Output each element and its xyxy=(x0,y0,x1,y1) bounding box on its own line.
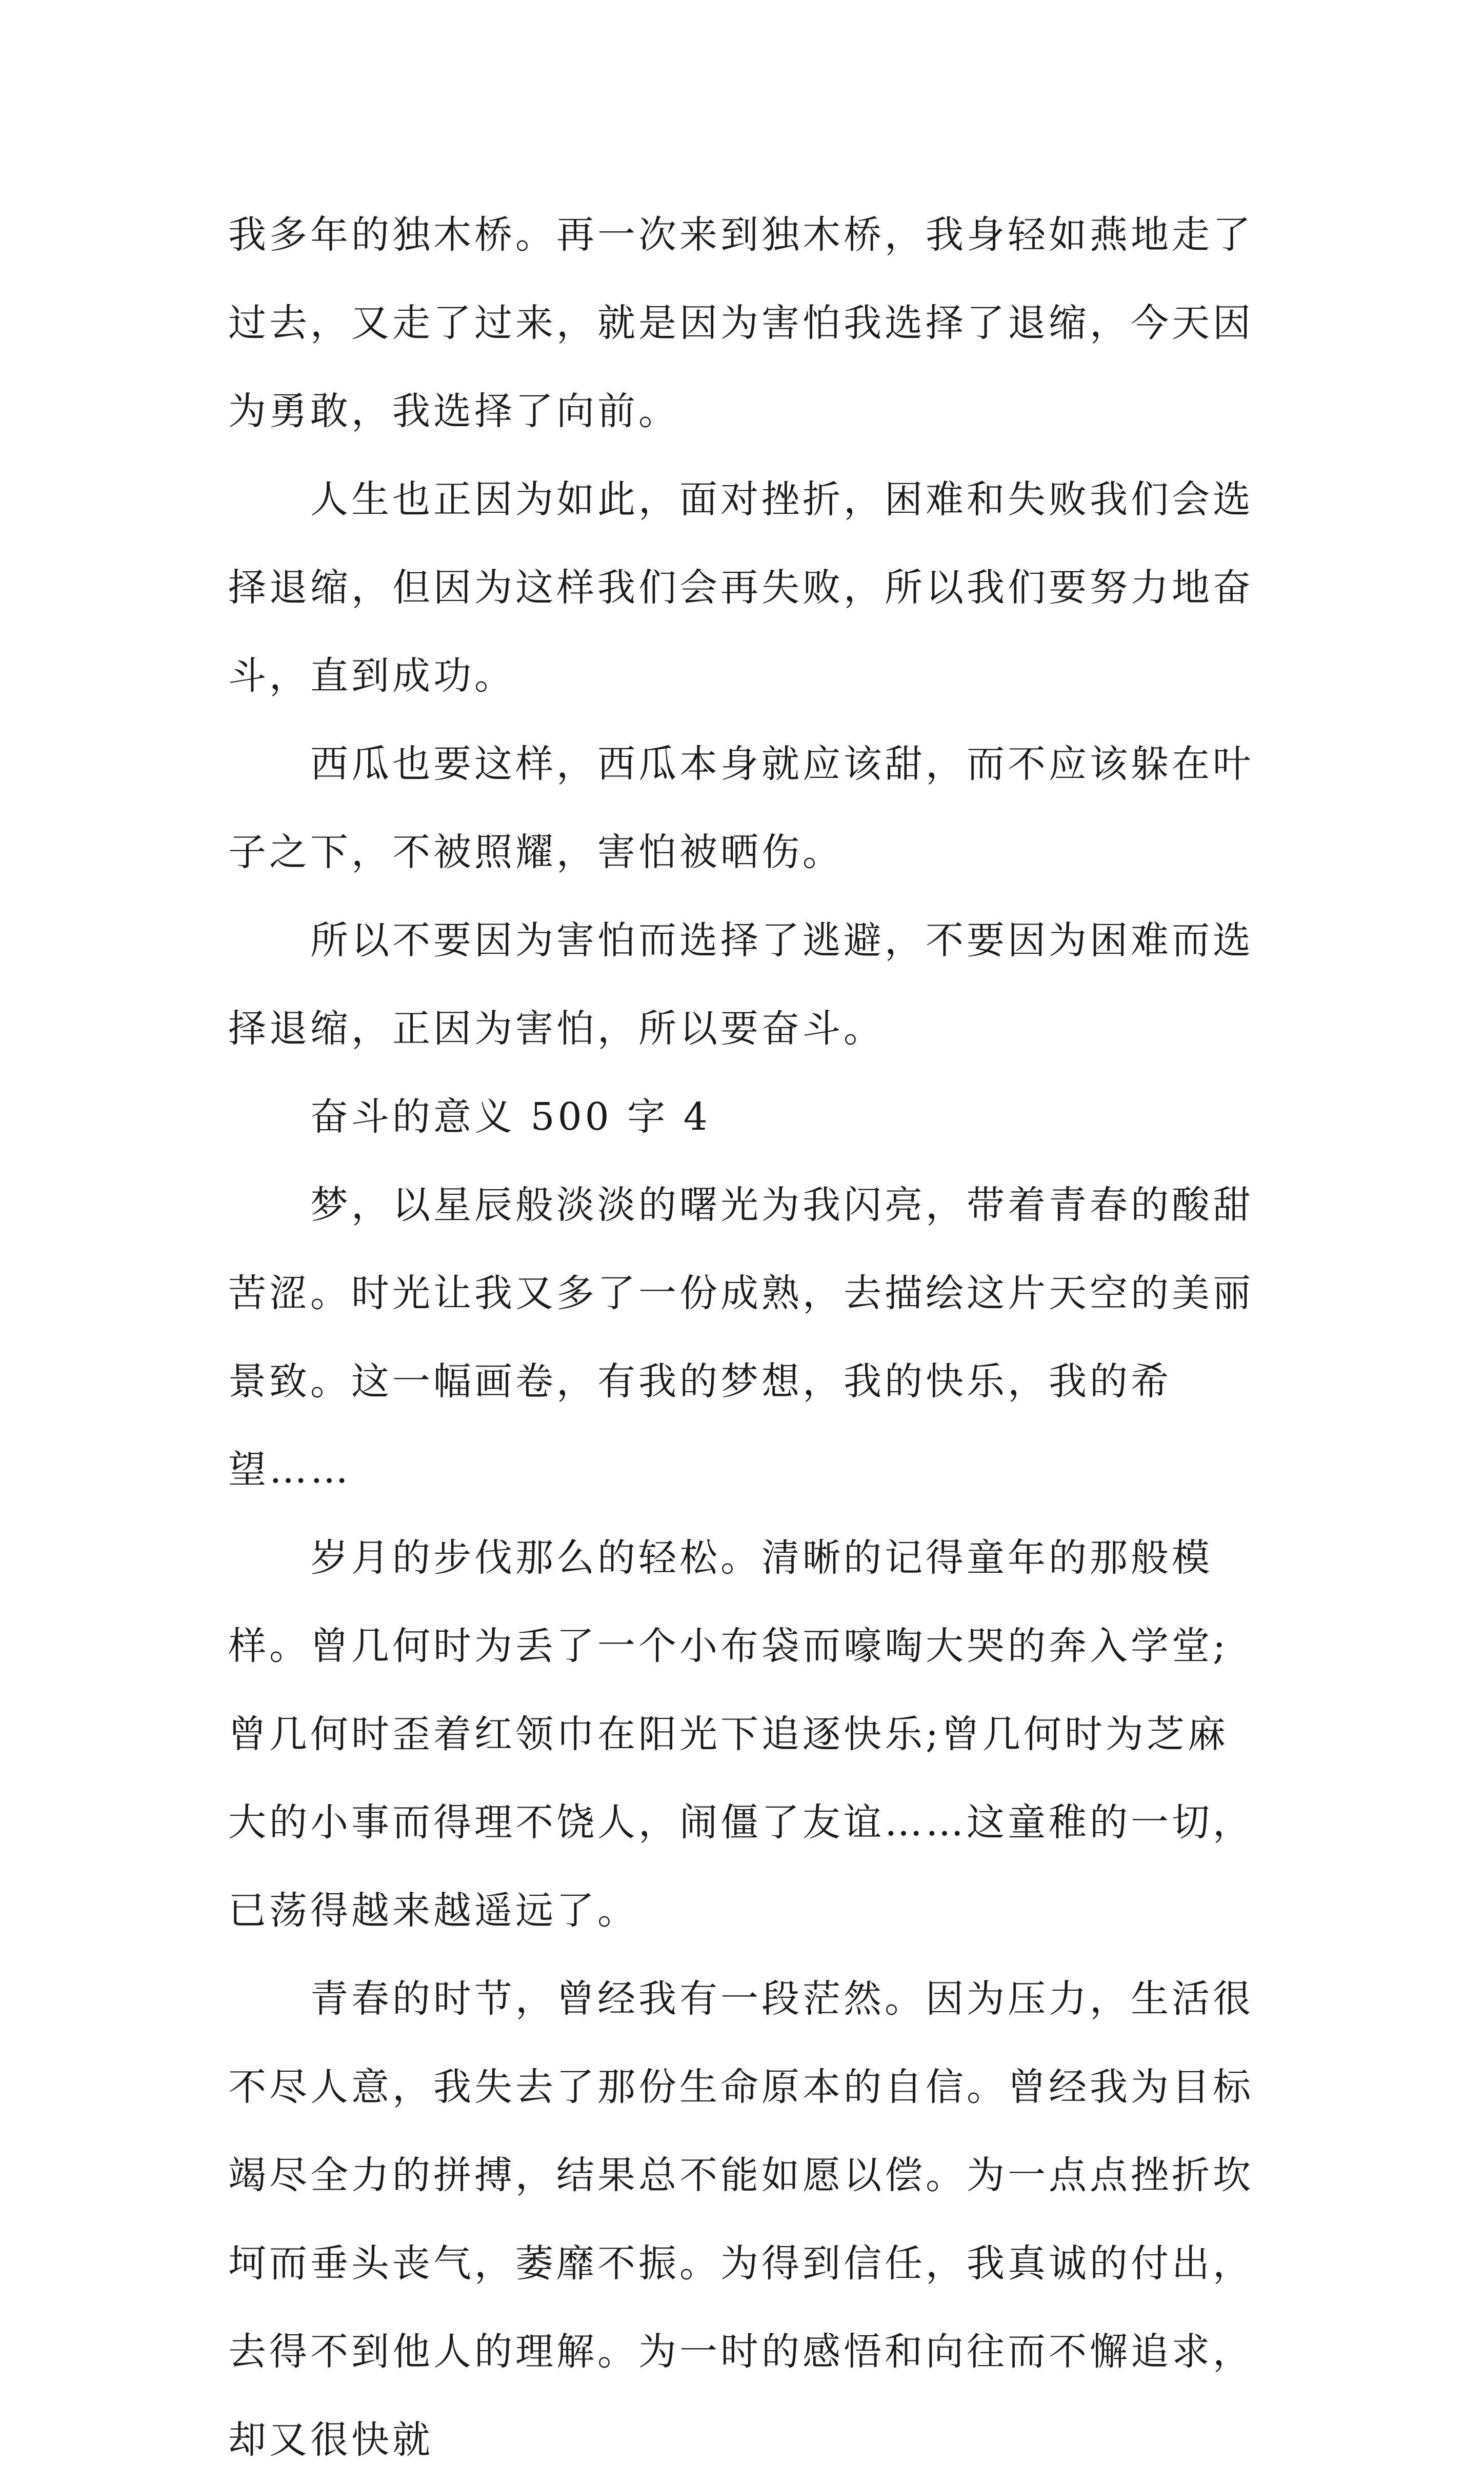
paragraph-4: 所以不要因为害怕而选择了逃避，不要因为困难而选择退缩，正因为害怕，所以要奋斗。 xyxy=(228,918,1254,1051)
paragraph-3: 西瓜也要这样，西瓜本身就应该甜，而不应该躲在叶子之下，不被照耀，害怕被晒伤。 xyxy=(228,742,1254,874)
document-body xyxy=(228,191,1259,2484)
paragraph-2: 人生也正因为如此，面对挫折，困难和失败我们会选择退缩，但因为这样我们会再失败，所以我们要努力地奋斗，直到成功。 xyxy=(228,477,1254,698)
paragraph-5: 梦，以星辰般淡淡的曙光为我闪亮，带着青春的酸甜苦涩。时光让我又多了一份成熟，去描绘这片天空的美丽景致。这一幅画卷，有我的梦想，我的快乐，我的希望…… xyxy=(228,1183,1254,1492)
paragraph-6: 岁月的步伐那么的轻松。清晰的记得童年的那般模样。曾几何时为丢了一个小布袋而嚎啕大哭的奔入学堂;曾几何时歪着红领巾在阳光下追逐快乐;曾几何时为芝麻大的小事而得理不饶人，闹僵了友谊……这童稚的一切，已荡得越来越遥远了。 xyxy=(228,1536,1254,1933)
section-heading: 奋斗的意义 500 字 4 xyxy=(310,1095,711,1139)
paragraph-1: 我多年的独木桥。再一次来到独木桥，我身轻如燕地走了过去，又走了过来，就是因为害怕我选择了退缩，今天因为勇敢，我选择了向前。 xyxy=(228,213,1254,433)
paragraph-7: 青春的时节，曾经我有一段茫然。因为压力，生活很不尽人意，我失去了那份生命原本的自信。曾经我为目标竭尽全力的拼搏，结果总不能如愿以偿。为一点点挫折坎坷而垂头丧气，萎靡不振。为得到信任，我真诚的付出，去得不到他人的理解。为一时的感悟和向往而不懈追求，却又很快就 xyxy=(228,1977,1254,2462)
